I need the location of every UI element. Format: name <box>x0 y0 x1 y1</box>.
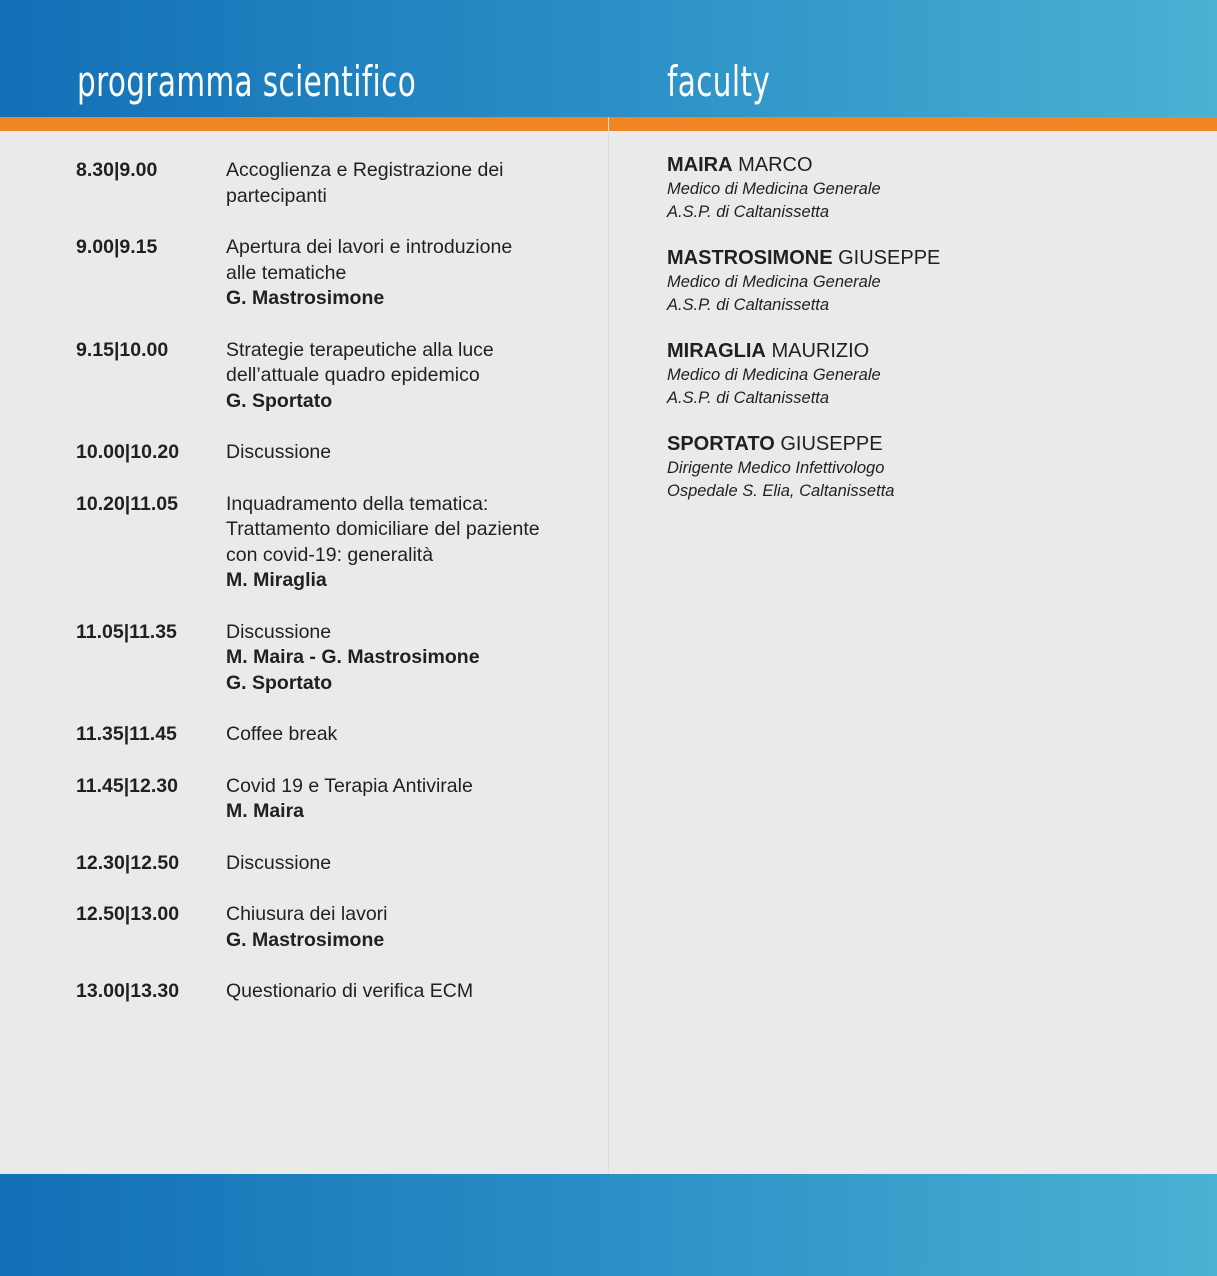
session-title-line: Chiusura dei lavori <box>226 903 388 925</box>
schedule-row <box>76 722 576 748</box>
faculty-firstname: MARCO <box>738 154 813 176</box>
faculty-affiliation: A.S.P. di Caltanissetta <box>667 296 830 314</box>
faculty-affiliation: Ospedale S. Elia, Caltanissetta <box>667 482 895 500</box>
faculty-member <box>667 152 1187 224</box>
session-title-line: Accoglienza e Registrazione dei <box>226 159 504 181</box>
schedule-row <box>76 235 576 312</box>
faculty-name <box>667 245 1187 271</box>
faculty-surname: SPORTATO <box>667 433 775 455</box>
faculty-affiliation: A.S.P. di Caltanissetta <box>667 203 830 221</box>
schedule-time: 8.30|9.00 <box>76 159 158 181</box>
faculty-name <box>667 152 1187 178</box>
session-speaker: M. Maira - G. Mastrosimone <box>226 646 480 668</box>
schedule-description <box>226 492 576 594</box>
schedule-description <box>226 440 576 466</box>
schedule-description <box>226 851 576 877</box>
schedule-time: 13.00|13.30 <box>76 980 180 1002</box>
faculty-name <box>667 338 1187 364</box>
faculty-firstname: GIUSEPPE <box>780 433 883 455</box>
faculty-role: Medico di Medicina Generale <box>667 273 881 291</box>
header-banner <box>0 0 1217 118</box>
faculty-affiliation: A.S.P. di Caltanissetta <box>667 389 830 407</box>
session-speaker: G. Mastrosimone <box>226 928 385 951</box>
schedule-description <box>226 902 576 953</box>
session-speaker: G. Sportato <box>226 671 333 694</box>
session-title-line: Strategie terapeutiche alla luce <box>226 338 494 361</box>
schedule-description <box>226 338 576 415</box>
schedule-row <box>76 492 576 594</box>
session-speaker: M. Miraglia <box>226 569 327 591</box>
session-title-line: Coffee break <box>226 723 338 745</box>
schedule-time: 10.20|11.05 <box>76 492 178 515</box>
schedule-row <box>76 851 576 877</box>
schedule-row <box>76 440 576 466</box>
faculty-member <box>667 338 1187 410</box>
faculty-surname: MAIRA <box>667 154 733 176</box>
faculty-title: faculty <box>667 57 771 106</box>
session-title-line: Covid 19 e Terapia Antivirale <box>226 774 473 797</box>
session-title-line: alle tematiche <box>226 261 347 284</box>
session-title-line: Inquadramento della tematica: <box>226 492 489 515</box>
faculty-firstname: MAURIZIO <box>771 340 870 362</box>
faculty-name <box>667 431 1187 457</box>
schedule-row <box>76 774 576 825</box>
session-title-line: partecipanti <box>226 184 327 207</box>
faculty-list <box>667 152 1187 524</box>
faculty-role: Dirigente Medico Infettivologo <box>667 459 885 477</box>
schedule-row <box>76 158 576 209</box>
session-title-line: Apertura dei lavori e introduzione <box>226 236 513 258</box>
schedule-description <box>226 235 576 312</box>
faculty-member <box>667 245 1187 317</box>
session-title-line: Trattamento domiciliare del paziente <box>226 518 540 540</box>
session-speaker: G. Sportato <box>226 389 333 412</box>
session-speaker: G. Mastrosimone <box>226 287 385 309</box>
schedule-description <box>226 158 576 209</box>
schedule-time: 12.30|12.50 <box>76 851 180 874</box>
schedule-row <box>76 979 576 1005</box>
schedule-description <box>226 620 576 697</box>
schedule-time: 9.00|9.15 <box>76 236 158 258</box>
session-title-line: Discussione <box>226 441 332 463</box>
session-title-line: dell’attuale quadro epidemico <box>226 364 480 386</box>
program-title: programma scientifico <box>77 57 417 106</box>
schedule-description <box>226 774 576 825</box>
session-title-line: Discussione <box>226 851 332 874</box>
program-schedule <box>76 158 576 1031</box>
faculty-role: Medico di Medicina Generale <box>667 366 881 384</box>
column-divider <box>608 117 609 1175</box>
schedule-description <box>226 722 576 748</box>
schedule-time: 11.35|11.45 <box>76 723 177 745</box>
schedule-row <box>76 338 576 415</box>
schedule-time: 10.00|10.20 <box>76 441 180 463</box>
schedule-time: 11.45|12.30 <box>76 774 178 797</box>
faculty-surname: MASTROSIMONE <box>667 247 833 269</box>
schedule-description <box>226 979 576 1005</box>
session-title-line: Questionario di verifica ECM <box>226 980 474 1002</box>
schedule-row <box>76 902 576 953</box>
schedule-time: 12.50|13.00 <box>76 903 180 925</box>
footer-banner <box>0 1174 1217 1276</box>
session-speaker: M. Maira <box>226 800 305 822</box>
faculty-firstname: GIUSEPPE <box>838 247 941 269</box>
session-title-line: Discussione <box>226 620 332 643</box>
schedule-row <box>76 620 576 697</box>
faculty-surname: MIRAGLIA <box>667 340 766 362</box>
schedule-time: 11.05|11.35 <box>76 620 177 643</box>
schedule-time: 9.15|10.00 <box>76 338 169 361</box>
session-title-line: con covid-19: generalità <box>226 543 434 566</box>
faculty-role: Medico di Medicina Generale <box>667 180 881 198</box>
faculty-member <box>667 431 1187 503</box>
